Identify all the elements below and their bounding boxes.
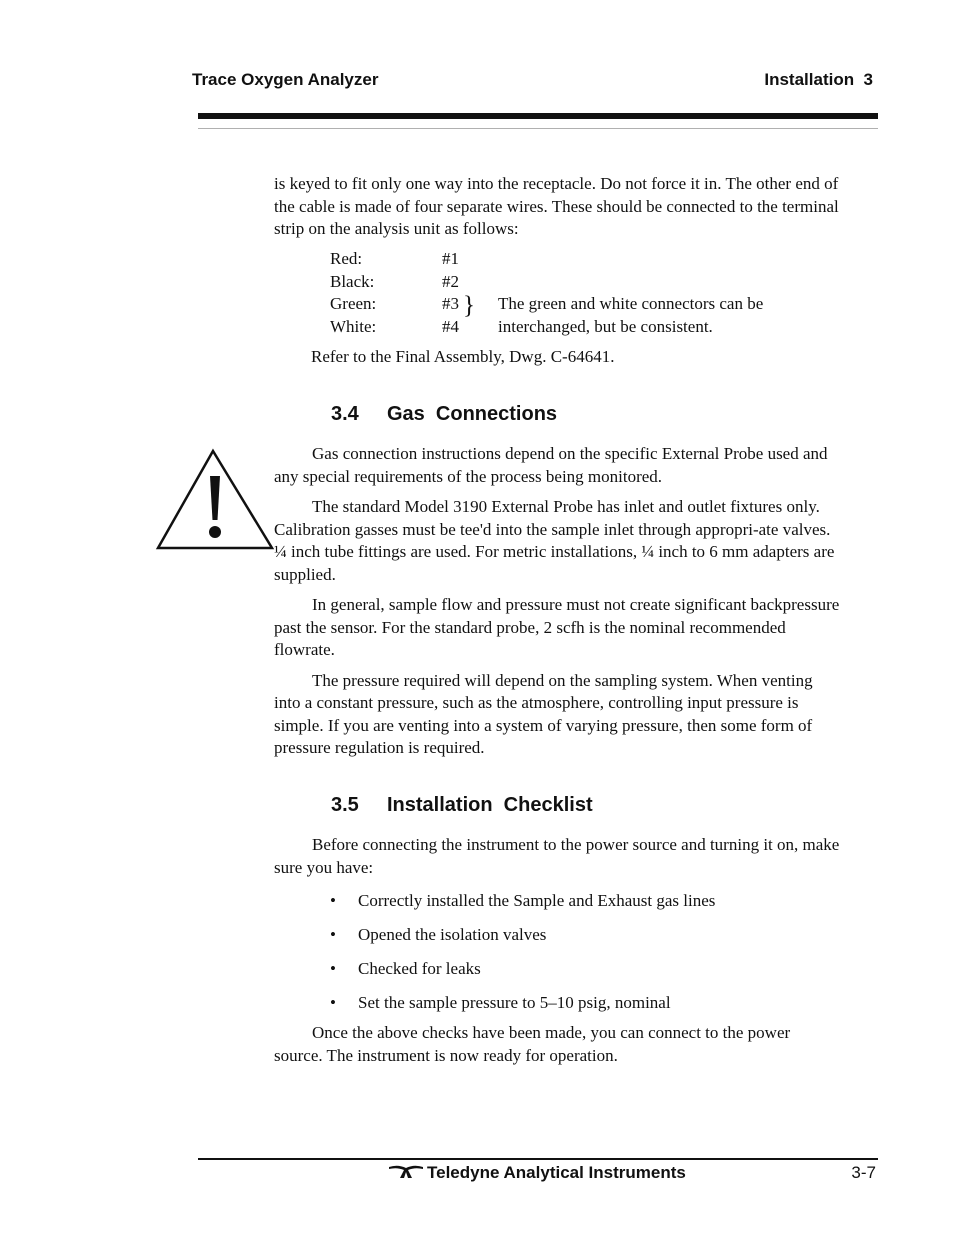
header-rule <box>198 113 878 119</box>
drawing-reference: Refer to the Final Assembly, Dwg. C-64641. <box>311 347 615 366</box>
teledyne-logo-icon <box>388 1163 424 1179</box>
running-header-title: Trace Oxygen Analyzer <box>192 70 379 89</box>
wire-terminal: #4 <box>442 316 459 336</box>
paragraph: The pressure required will depend on the sampling system. When venting into a constant pressure, such as the atmosphere, controlling input pressure is simple. If you are venting into a system of varying pressure, then some form of pressure regulation is required. <box>274 670 813 757</box>
wire-color: Black: <box>330 271 375 291</box>
list-item-text: Correctly installed the Sample and Exhaust gas lines <box>358 891 716 910</box>
paragraph: The standard Model 3190 External Probe has inlet and outlet fixtures only. Calibration gasses must be tee'd into the sample inlet through appropri-ate valves. ¼ inch tube fittings are used. For metric installations, ¼ inch to 6 mm adapters are supplied. <box>274 497 835 584</box>
wire-terminal: #1 <box>442 249 459 268</box>
wire-note-line: The green and white connectors can be <box>498 294 764 313</box>
footer-company: Teledyne Analytical Instruments <box>427 1163 686 1182</box>
wire-terminal: #2 <box>442 271 459 291</box>
bullet: • <box>330 993 336 1012</box>
section-number: 3.5 <box>331 794 359 816</box>
list-item-text: Opened the isolation valves <box>358 925 547 944</box>
section-heading-3-4 <box>331 403 557 426</box>
header-rule-shadow <box>198 128 878 129</box>
wire-color: Red: <box>330 249 363 268</box>
footer-rule <box>198 1158 878 1160</box>
wire-color: Green: <box>330 294 377 313</box>
bullet: • <box>330 925 336 944</box>
wire-note-line: interchanged, but be consistent. <box>498 316 713 336</box>
bullet: • <box>330 891 336 910</box>
bullet: • <box>330 959 336 978</box>
list-item-text: Set the sample pressure to 5–10 psig, nominal <box>358 993 671 1012</box>
list-item-text: Checked for leaks <box>358 959 481 978</box>
paragraph: Once the above checks have been made, you can connect to the power source. The instrument is now ready for operation. <box>274 1023 791 1065</box>
section-3-4-body <box>274 443 840 760</box>
paragraph: In general, sample flow and pressure must not create significant backpressure past the sensor. For the standard probe, 2 scfh is the nominal recommended flowrate. <box>274 595 840 659</box>
page-number: 3-7 <box>851 1163 876 1182</box>
paragraph: Before connecting the instrument to the power source and turning it on, make sure you have: <box>274 835 840 877</box>
section-heading-3-5 <box>331 794 593 817</box>
warning-triangle-icon <box>155 448 275 552</box>
wire-terminal: #3 <box>442 294 459 313</box>
wire-color: White: <box>330 316 377 336</box>
section-title: Gas Connections <box>387 403 558 425</box>
paragraph: Gas connection instructions depend on the specific External Probe used and any special requirements of the process being monitored. <box>274 444 828 486</box>
intro-text <box>274 173 840 241</box>
running-header-chapter: Installation 3 <box>764 70 873 89</box>
intro-paragraph: is keyed to fit only one way into the receptacle. Do not force it in. The other end of the cable is made of four separate wires. These should be connected to the terminal strip on the analysis unit as follows: <box>274 174 839 238</box>
section-number: 3.4 <box>331 403 359 425</box>
section-title: Installation Checklist <box>387 794 593 816</box>
wire-note <box>498 293 818 338</box>
closing-text <box>274 1022 840 1067</box>
grouping-brace: } <box>463 292 475 319</box>
checklist-intro <box>274 834 840 879</box>
